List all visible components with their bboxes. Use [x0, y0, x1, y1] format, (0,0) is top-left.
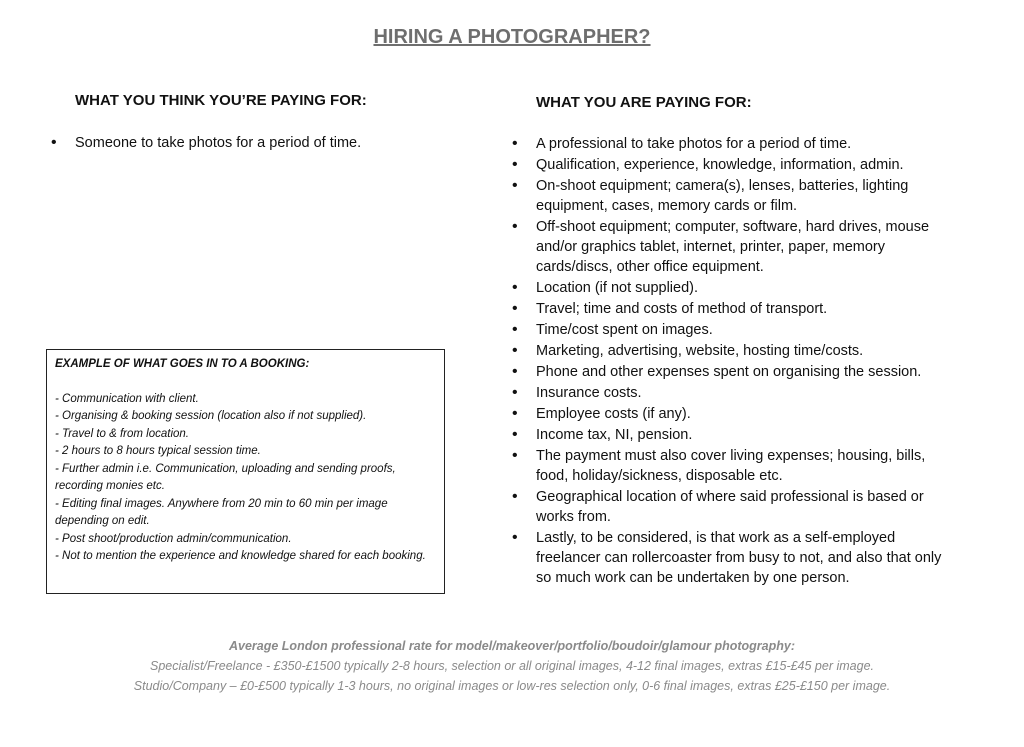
list-item: • On-shoot equipment; camera(s), lenses, batteries, lighting equipment, cases, memory cards or film.	[536, 176, 956, 216]
left-column-heading: WHAT YOU THINK YOU’RE PAYING FOR:	[75, 92, 367, 109]
booking-line: - Travel to & from location.	[55, 427, 189, 440]
list-item: • Income tax, NI, pension.	[536, 425, 956, 445]
right-column-heading: WHAT YOU ARE PAYING FOR:	[536, 94, 752, 111]
booking-box-title: EXAMPLE OF WHAT GOES IN TO A BOOKING:	[55, 358, 310, 370]
list-item: • Insurance costs.	[536, 383, 956, 403]
list-item: • Phone and other expenses spent on organising the session.	[536, 362, 956, 382]
booking-line: - Further admin i.e. Communication, uploading and sending proofs, recording monies etc.	[55, 462, 396, 492]
list-item: • Marketing, advertising, website, hosting time/costs.	[536, 341, 956, 361]
list-item: • Lastly, to be considered, is that work as a self-employed freelancer can rollercoaster from busy to not, and also that only so much work can be undertaken by one person.	[536, 528, 956, 588]
list-item: • Off-shoot equipment; computer, software, hard drives, mouse and/or graphics tablet, internet, printer, paper, memory cards/discs, other office equipment.	[536, 217, 956, 277]
page-title: HIRING A PHOTOGRAPHER?	[373, 26, 651, 48]
list-item: • The payment must also cover living expenses; housing, bills, food, holiday/sickness, disposable etc.	[536, 446, 956, 486]
booking-lines	[55, 391, 436, 566]
booking-line: - Communication with client.	[55, 392, 199, 405]
list-item: • Employee costs (if any).	[536, 404, 956, 424]
list-item: • Location (if not supplied).	[536, 278, 956, 298]
booking-line: - Not to mention the experience and knowledge shared for each booking.	[55, 550, 426, 562]
booking-example-box	[46, 349, 445, 594]
booking-line: - Editing final images. Anywhere from 20 min to 60 min per image depending on edit.	[55, 497, 388, 527]
footer-rates	[0, 636, 1024, 696]
list-item: • A professional to take photos for a period of time.	[536, 134, 956, 154]
booking-line: - Post shoot/production admin/communication.	[55, 532, 292, 545]
booking-line: - 2 hours to 8 hours typical session time.	[55, 445, 261, 457]
footer-heading: Average London professional rate for model/makeover/portfolio/boudoir/glamour photography:	[228, 639, 796, 653]
list-item: • Time/cost spent on images.	[536, 320, 956, 340]
footer-line-specialist: Specialist/Freelance - £350-£1500 typically 2-8 hours, selection or all original images, 4-12 final images, extras £15-£45 per image.	[150, 659, 874, 673]
list-item: • Travel; time and costs of method of transport.	[536, 299, 956, 319]
right-bullet-list	[536, 134, 956, 589]
booking-line: - Organising & booking session (location also if not supplied).	[55, 410, 367, 422]
list-item: • Geographical location of where said professional is based or works from.	[536, 487, 956, 527]
footer-line-studio: Studio/Company – £0-£500 typically 1-3 hours, no original images or low-res selection only, 0-6 final images, extras £25-£150 per image.	[133, 679, 891, 693]
list-item: • Someone to take photos for a period of time.	[75, 133, 475, 153]
list-item: • Qualification, experience, knowledge, information, admin.	[536, 155, 956, 175]
left-bullet-list	[75, 133, 475, 154]
